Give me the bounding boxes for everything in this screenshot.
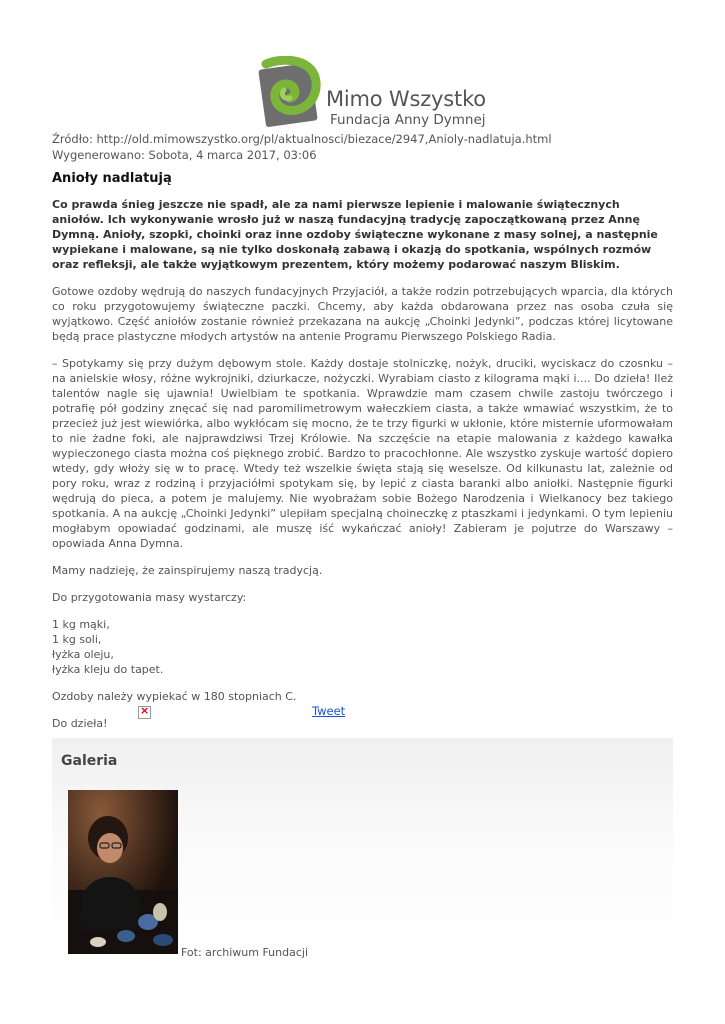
article-body [52,197,673,743]
ingredient: łyżka kleju do tapet. [52,663,164,676]
paragraph: Do dzieła! [52,717,108,730]
paragraph: Gotowe ozdoby wędrują do naszych fundacyjnych Przyjaciół, a także rodzin potrzebujących wparcia, dla których co roku przygotowujemy świąteczne paczki. Chcemy, aby każda obdarowana przez nas osoba czuła się wyjątkowo. Część aniołów zostanie również przekazana na aukcję „Choinki Jedynki”, podczas której licytowane będą prace plastyczne młodych artystów na antenie Programu Pierwszego Polskiego Radia. [52,285,673,343]
photo-caption: Fot: archiwum Fundacji [181,946,309,959]
spiral-logo-icon [256,56,322,132]
ingredient-list [52,617,673,677]
document-meta [52,131,552,163]
gallery-photo[interactable] [68,790,178,954]
paragraph: Mamy nadzieję, że zainspirujemy naszą tradycją. [52,564,323,577]
tweet-link[interactable]: Tweet [312,704,346,718]
paragraph: Do przygotowania masy wystarczy: [52,591,247,604]
logo-subtitle: Fundacja Anny Dymnej [330,112,486,128]
broken-image-icon[interactable]: × [140,704,150,717]
logo-name: Mimo Wszystko [326,87,486,111]
gallery-heading: Galeria [61,753,118,769]
paragraph: Ozdoby należy wypiekać w 180 stopniach C. [52,690,297,703]
source-url: Źródło: http://old.mimowszystko.org/pl/aktualnosci/biezace/2947,Anioly-nadlatuja.html [52,132,552,146]
article-lead: Co prawda śnieg jeszcze nie spadł, ale za nami pierwsze lepienie i malowanie świątecznych aniołów. Ich wykonywanie wrosło już w naszą fundacyjną tradycję zapoczątkowaną przez Annę Dymną. Anioły, szopki, choinki oraz inne ozdoby świąteczne wykonane z masy solnej, a następnie wypiekane i malowane, są nie tylko doskonałą zabawą i okazją do spotkania, wspólnych rozmów oraz refleksji, ale także wyjątkowym prezentem, który możemy podarować naszym Bliskim. [52,198,658,271]
ingredient: 1 kg soli, [52,633,102,646]
paragraph: – Spotykamy się przy dużym dębowym stole. Każdy dostaje stolniczkę, nożyk, druciki, wyciskacz do czosnku – na anielskie włosy, różne wykrojniki, dziurkacze, nożyczki. Wyrabiam ciasto z kilograma mąki i.... Do dzieła! Ileż talentów nagle się ujawnia! Uwielbiam te spotkania. Wprawdzie mam czasem chwile zastoju twórczego i potrafię pół godziny znęcać się nad paromilimetrowym wałeczkiem ciasta, a także wmawiać wszystkim, że to przecież już jest wiewiórka, albo wykłócam się mocno, że te trzy figurki w ukłonie, które misternie uformowałam to nie żadne foki, ale najprawdziwsi Trzej Królowie. Na szczęście na etapie malowania z każdego kawałka wypieczonego ciasta można coś pięknego zrobić. Bardzo to pracochłonne. Ale wszystko zyskuje wartość dopiero wtedy, gdy włoży się w to pracę. Wtedy też wszelkie święta stają się weselsze. Od kilkunastu lat, zależnie od pory roku, wraz z rodziną i przyjaciółmi spotykam się, by lepić z ciasta baranki albo aniołki. Następnie figurki wędrują do pieca, a potem je malujemy. Nie wyobrażam sobie Bożego Narodzenia i Wielkanocy bez takiego spotkania. A na aukcję „Choinki Jedynki” ulepiłam specjalną choineczkę z ptaszkami i jedynkami. O tym lepieniu mogłabym opowiadać godzinami, ale muszę iść wykańczać anioły! Zabieram je pojutrze do Warszawy – opowiada Anna Dymna. [52,357,673,550]
article-title: Anioły nadlatują [52,171,172,186]
ingredient: 1 kg mąki, [52,618,110,631]
share-bar [52,704,673,722]
ingredient: łyżka oleju, [52,648,114,661]
generated-date: Wygenerowano: Sobota, 4 marca 2017, 03:06 [52,148,317,162]
foundation-logo [256,54,486,136]
gallery-section [52,738,673,968]
